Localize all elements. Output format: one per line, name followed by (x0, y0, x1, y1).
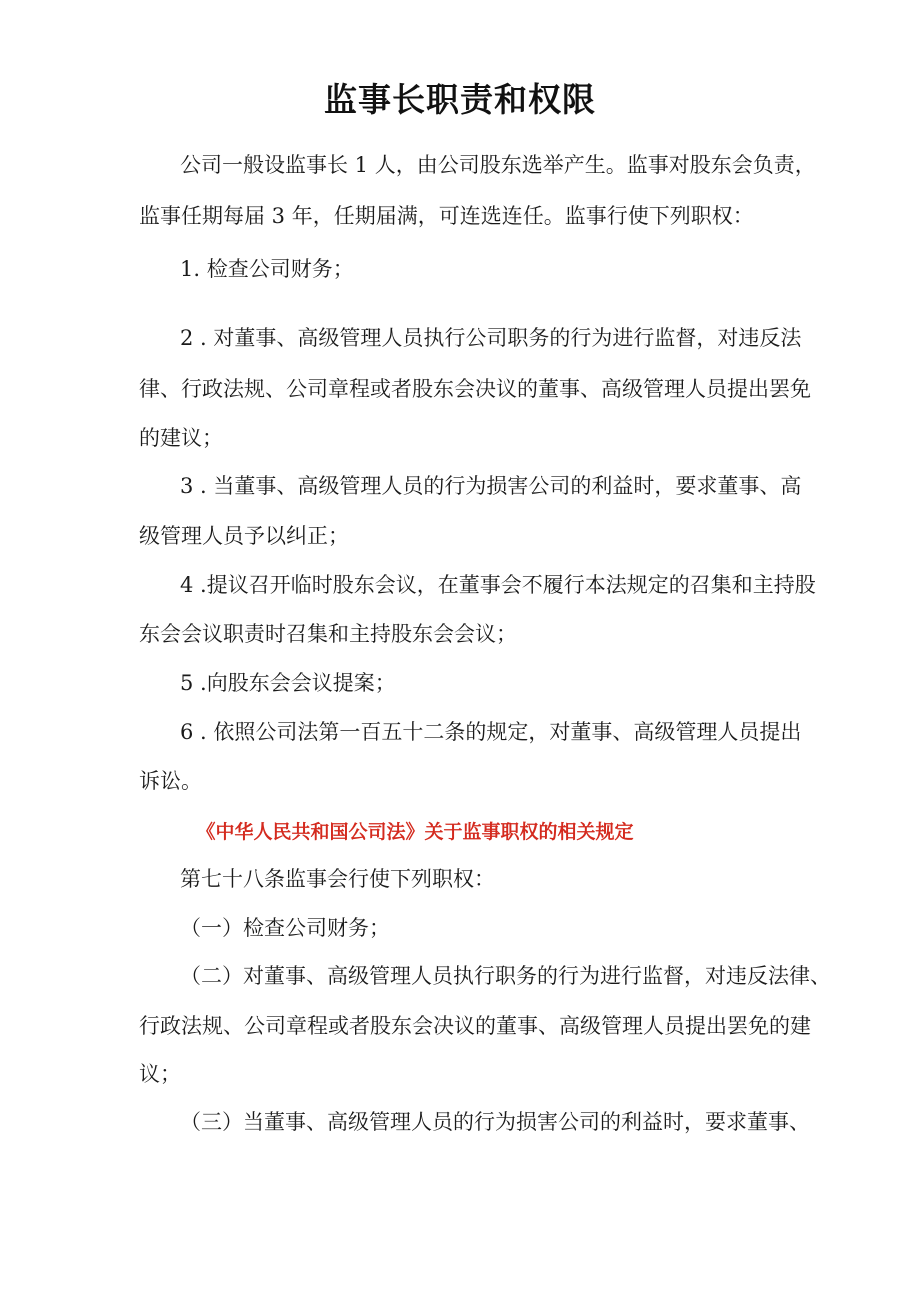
intro-line-1: 公司一般设监事长 1 人，由公司股东选举产生。监事对股东会负责， (180, 153, 816, 177)
article-2-line-2: 行政法规、公司章程或者股东会决议的董事、高级管理人员提出罢免的建 (139, 1014, 811, 1038)
article-heading: 第七十八条监事会行使下列职权： (180, 867, 495, 891)
item-2-line-1: 2 . 对董事、高级管理人员执行公司职务的行为进行监督，对违反法 (180, 326, 802, 350)
law-heading: 《中华人民共和国公司法》关于监事职权的相关规定 (196, 821, 634, 843)
document-title: 监事长职责和权限 (324, 80, 596, 119)
item-1-line-1: 1. 检查公司财务； (180, 257, 354, 281)
item-6-line-1: 6 . 依照公司法第一百五十二条的规定，对董事、高级管理人员提出 (180, 720, 802, 744)
intro-line-2: 监事任期每届 3 年，任期届满，可连选连任。监事行使下列职权： (139, 204, 754, 228)
article-1-line-1: （一）检查公司财务； (180, 916, 390, 940)
item-6-line-2: 诉讼。 (139, 769, 202, 793)
article-3-line-1: （三）当董事、高级管理人员的行为损害公司的利益时，要求董事、 (180, 1110, 810, 1134)
article-2-line-1: （二）对董事、高级管理人员执行职务的行为进行监督，对违反法律、 (180, 964, 831, 988)
item-4-line-2: 东会会议职责时召集和主持股东会会议； (139, 622, 517, 646)
item-5-line-1: 5 .向股东会会议提案； (180, 671, 396, 695)
item-3-line-1: 3 . 当董事、高级管理人员的行为损害公司的利益时，要求董事、高 (180, 474, 802, 498)
item-2-line-3: 的建议； (139, 426, 223, 450)
article-2-line-3: 议； (139, 1062, 181, 1086)
item-3-line-2: 级管理人员予以纠正； (139, 524, 349, 548)
item-2-line-2: 律、行政法规、公司章程或者股东会决议的董事、高级管理人员提出罢免 (139, 377, 811, 401)
item-4-line-1: 4 .提议召开临时股东会议，在董事会不履行本法规定的召集和主持股 (180, 573, 816, 597)
